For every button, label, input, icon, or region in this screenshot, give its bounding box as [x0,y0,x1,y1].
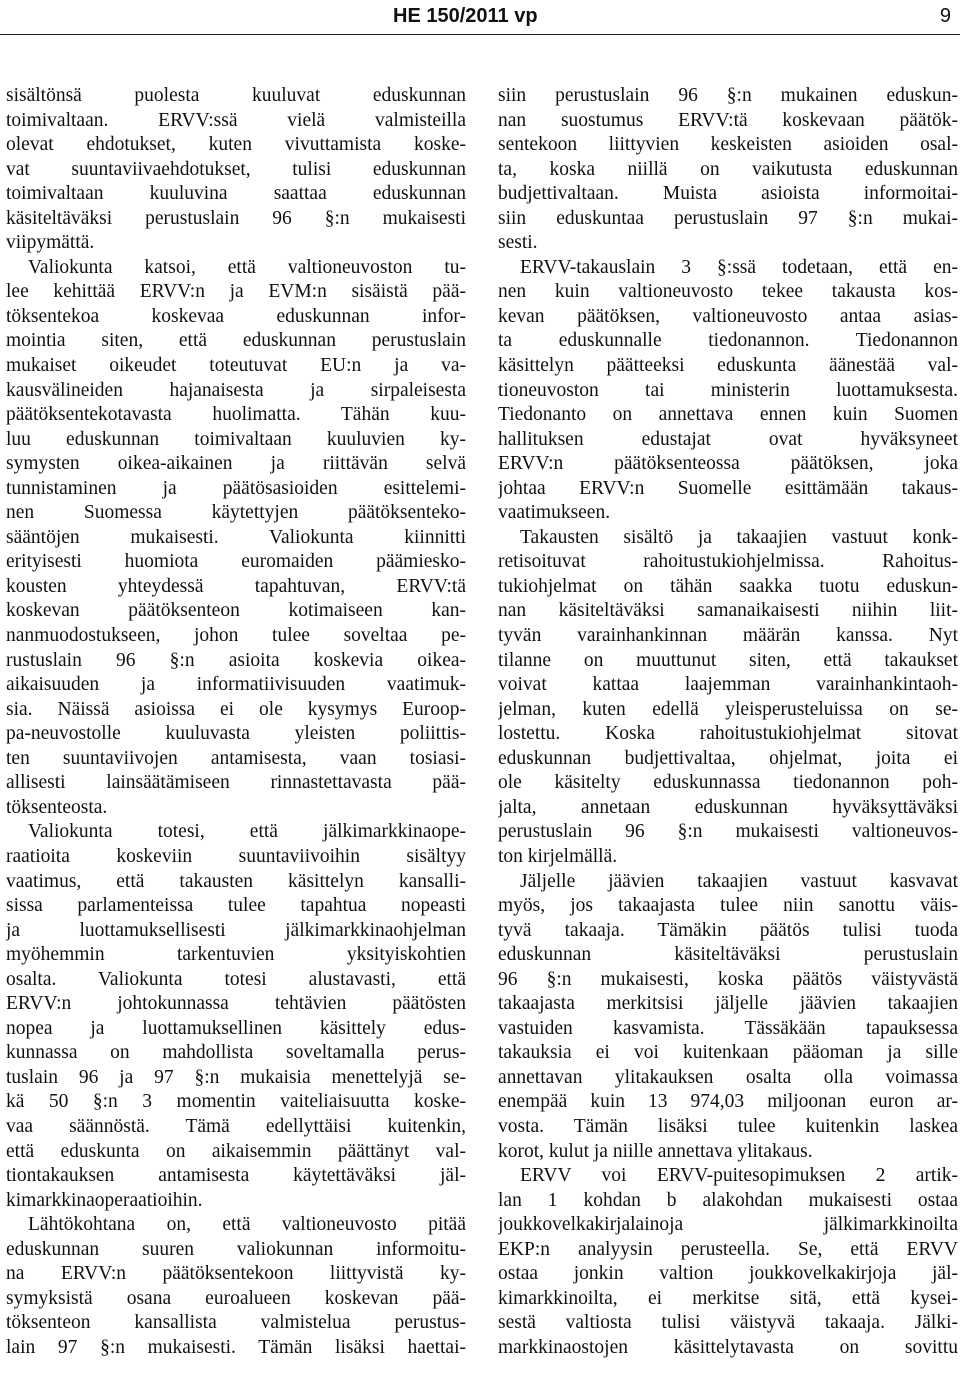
left-column-line: nen Suomessa käytettyjen päätöksenteko- [6,502,466,524]
left-column-line: na ERVV:n päätöksentekoon liittyvistä ky- [6,1263,466,1285]
right-column-line: vastuiden kasvamista. Tässäkään tapauksessa [498,1017,958,1039]
left-column-line: sääntöjen mukaisesti. Valiokunta kiinnitti [6,526,466,548]
left-column-line: vaa säännöstä. Tämä edellyttäisi kuitenkin, [6,1115,466,1137]
left-column-line: tiontakauksen antamisesta käytettäväksi jäl- [6,1165,466,1187]
left-column-line: nanmuodostukseen, johon tulee soveltaa pe- [6,625,466,647]
left-column-line: symyksistä osana euroalueen koskevan pää- [6,1287,466,1309]
page-header [0,0,960,34]
right-column [498,84,958,1360]
left-column-line: kousten yhteydessä tapahtuvan, ERVV:tä [6,575,466,597]
right-column-line: siin perustuslain 96 §:n mukainen eduskun- [498,85,958,106]
right-column-line: ole käsitelty eduskunnassa tiedonannon poh- [498,772,958,794]
right-column-line: tyvän varainhankinnan määrän kanssa. Nyt [498,625,958,647]
right-column-line: Tiedonanto on annettava ennen kuin Suomen [498,404,958,426]
right-column-line: ta, koska niillä on vaikutusta eduskunnan [498,158,958,180]
left-column-line: tuslain 96 ja 97 §:n mukaisia menettelyjä se- [6,1066,466,1088]
left-column-line: erityisesti huomiota euromaiden päämiesko- [6,551,466,573]
left-column-line: allisesti lainsäätämiseen rinnastettavasta pää- [6,772,466,794]
right-column-line: takaajasta merkitsisi jäljelle jäävien takaajien [498,993,958,1015]
right-column-line: ostaa jonkin valtion joukkovelkakirjoja jäl- [498,1263,958,1285]
left-column-line: kausvälineiden hajanaisesta ja sirpaleisesta [6,379,466,401]
right-column-line: sesti. [498,232,538,254]
right-column-line: nen kuin valtioneuvosto tekee takausta kos- [498,281,958,303]
right-column-line: ERVV-takauslain 3 §:ssä todetaan, että en- [520,256,958,278]
right-column-line: budjettivaltaan. Muista asioista informoitai- [498,183,958,205]
left-column-line: vat suuntaviivaehdotukset, tulisi eduskunnan [6,158,466,180]
left-column-line: kimarkkinaoperaatioihin. [6,1189,203,1211]
left-column-line: mointia siten, että eduskunnan perustuslain [6,330,466,352]
left-column-line: luu eduskunnan toimivaltaan kuuluvien ky- [6,428,466,450]
left-column-line: ERVV:n johtokunnassa tehtävien päätösten [6,993,466,1015]
left-column-line: että eduskunta on aikaisemmin päättänyt val- [6,1140,466,1162]
left-column-line: kä 50 §:n 3 momentin vaiteliaisuutta koske- [6,1091,466,1113]
right-column-line: tukiohjelmat on tähän saakka tuotu eduskun- [498,575,958,597]
left-column-line: Valiokunta katsoi, että valtioneuvoston tu- [28,256,466,278]
right-column-line: annettavan ylitakauksen osalta olla voimassa [498,1066,958,1088]
right-column-line: retisoituvat rahoitustukiohjelmissa. Rahoitus- [498,551,958,573]
left-column-line: käsiteltäväksi perustuslain 96 §:n mukaisesti [6,207,466,229]
left-column-line: osalta. Valiokunta totesi alustavasti, että [6,968,466,990]
left-column-line: raatioita koskeviin suuntaviivoihin sisältyy [6,845,466,867]
right-column-line: hallituksen edustajat ovat hyväksyneet [498,428,958,450]
left-column-line: mukaiset oikeudet toteutuvat EU:n ja va- [6,355,466,377]
right-column-line: sestä valtiosta tulisi väistyvä takaaja. Jälki- [498,1312,958,1334]
right-column-line: voivat kattaa laajemman varainhankintaoh- [498,674,958,696]
right-column-line: vosta. Tämän lisäksi tulee kuitenkin laskea [498,1115,958,1137]
left-column-line: aikaisuuden ja informatiivisuuden vaatimuk- [6,674,466,696]
left-column-line: lain 97 §:n mukaisesti. Tämän lisäksi haettai- [6,1336,466,1358]
right-column-line: Jäljelle jäävien takaajien vastuut kasvavat [520,870,958,892]
left-column-line: töksentekoa koskevaa eduskunnan infor- [6,305,466,327]
right-column-line: markkinaostojen käsittelytavasta on sovittu [498,1336,958,1358]
right-column-line: nan käsiteltäväksi samanaikaisesti niihin liit- [498,600,958,622]
left-column-line: Valiokunta totesi, että jälkimarkkinaope- [28,821,466,843]
right-column-line: Takausten sisältö ja takaajien vastuut konk- [520,526,958,548]
right-column-line: kevan päätöksen, valtioneuvosto antaa asias- [498,305,958,327]
right-column-line: kimarkkinoilta, ei merkitse sitä, että kysei- [498,1287,958,1309]
left-column-line: olevat ehdotukset, kuten vivuttamista koske- [6,134,466,156]
left-column-line: viipymättä. [6,232,95,254]
page-number: 9 [939,5,951,27]
left-column-line: ten suuntaviivojen antamisesta, vaan tosiasi- [6,747,466,769]
right-column-line: perustuslain 96 §:n mukaisesti valtioneuvos- [498,821,958,843]
left-column-line: päätöksentekotavasta huolimatta. Tähän kuu- [6,404,466,426]
left-column-line: myöhemmin tarkentuvien yksityiskohtien [6,944,466,966]
left-column-line: sia. Näissä asioissa ei ole kysymys Euroop- [6,698,466,720]
right-column-line: eduskunnan budjettivaltaa, ohjelmat, joita ei [498,747,958,769]
right-column-line: tilanne on muuttunut siten, että takaukset [498,649,958,671]
left-column-line: tunnistaminen ja päätösasioiden esittelemi- [6,477,466,499]
left-column-line: koskevan päätöksenteon kotimaiseen kan- [6,600,466,622]
right-column-line: vaatimukseen. [498,502,611,524]
right-column-line: 96 §:n mukaisesti, koska päätös väistyvästä [498,968,958,990]
left-column-line: toimivaltaan. ERVV:ssä vielä valmisteilla [6,109,466,131]
left-column-line: rustuslain 96 §:n asioita koskevia oikea- [6,649,466,671]
right-column-line: ERVV voi ERVV-puitesopimuksen 2 artik- [520,1165,958,1187]
left-column-line: pa-neuvostolle kuuluvasta yleisten poliittis- [6,723,466,745]
right-column-line: enempää kuin 13 974,03 miljoonan euron ar- [498,1091,958,1113]
left-column-line: töksenteosta. [6,796,108,818]
left-column [6,84,466,1360]
right-column-line: ton kirjelmällä. [498,845,618,867]
left-column-line: töksenteon kansallista valmistelua perustus- [6,1312,466,1334]
right-column-line: tioneuvoston tai ministerin luottamuksesta. [498,379,958,401]
document-id: HE 150/2011 vp [393,5,538,27]
left-column-line: sisältönsä puolesta kuuluvat eduskunnan [6,85,466,106]
right-column-line: nan suostumus ERVV:tä koskevaan päätök- [498,109,958,131]
right-column-line: takauksia ei voi kuitenkaan pääoman ja sille [498,1042,958,1064]
left-column-line: Lähtökohtana on, että valtioneuvosto pitää [28,1214,466,1236]
left-column-line: nopea ja luottamuksellinen käsittely edus- [6,1017,466,1039]
header-rule [0,34,960,35]
right-column-line: tyvä takaaja. Tämäkin päätös tulisi tuoda [498,919,958,941]
right-column-line: johtaa ERVV:n Suomelle esittämään takaus- [498,477,958,499]
right-column-line: jalta, annetaan eduskunnan hyväksyttäväksi [498,796,958,818]
right-column-line: ta eduskunnalle tiedonannon. Tiedonannon [498,330,958,352]
right-column-line: korot, kulut ja niille annettava ylitakaus. [498,1140,813,1162]
right-column-line: eduskunnan käsiteltäväksi perustuslain [498,944,958,966]
left-column-line: toimivaltaan kuuluvina saattaa eduskunnan [6,183,466,205]
left-column-line: symysten oikea-aikainen ja riittävän selvä [6,453,466,475]
right-column-line: jelman, kuten edellä yleisperusteluissa on se- [498,698,958,720]
right-column-line: siin eduskuntaa perustuslain 97 §:n mukai- [498,207,958,229]
right-column-line: EKP:n analyysin perusteella. Se, että ERVV [498,1238,958,1260]
left-column-line: ja luottamuksellisesti jälkimarkkinaohjelman [6,919,466,941]
left-column-line: lee kehittää ERVV:n ja EVM:n sisäistä pää- [6,281,466,303]
left-column-line: kunnassa on mahdollista soveltamalla perus- [6,1042,466,1064]
right-column-line: myös, jos takaajasta tulee niin sanottu väis- [498,895,958,917]
right-column-line: lan 1 kohdan b alakohdan mukaisesti ostaa [498,1189,958,1211]
right-column-line: lostettu. Koska rahoitustukiohjelmat sitovat [498,723,958,745]
right-column-line: joukkovelkakirjalainoja jälkimarkkinoilta [498,1214,958,1236]
left-column-line: sissa parlamenteissa tulee tapahtua nopeasti [6,895,466,917]
left-column-line: vaatimus, että takausten käsittelyn kansalli- [6,870,466,892]
right-column-line: ERVV:n päätöksenteossa päätöksen, joka [498,453,958,475]
right-column-line: sentekoon liittyvien keskeisten asioiden osal- [498,134,958,156]
right-column-line: käsittelyn päätteeksi eduskunta äänestää val- [498,355,958,377]
left-column-line: eduskunnan suuren valiokunnan informoitu- [6,1238,466,1260]
